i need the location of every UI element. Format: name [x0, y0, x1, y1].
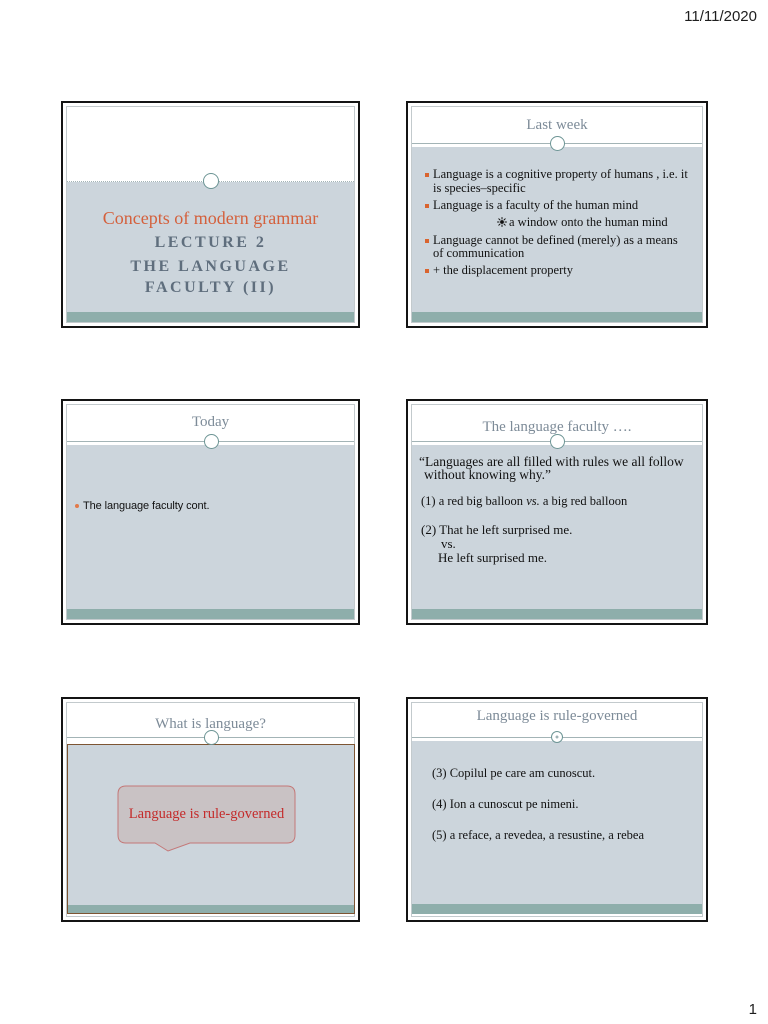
slide-footer-band	[67, 609, 354, 619]
square-bullet-icon	[425, 173, 429, 177]
divider-circle-icon	[204, 434, 219, 449]
subtitle-line: FACULTY (II)	[144, 279, 277, 296]
square-bullet-icon	[425, 269, 429, 273]
slide-6-rule-governed	[406, 697, 708, 922]
example-1-part: (1) a red big balloon	[421, 494, 524, 508]
slide-footer-band	[67, 312, 354, 322]
callout-text: Language is rule-governed	[128, 806, 285, 822]
divider-circle-icon	[550, 136, 565, 151]
quote-line: without knowing why.”	[424, 467, 551, 482]
example-1-italic-part: vs.	[526, 494, 540, 508]
slide-1-title-slide	[61, 101, 360, 328]
subtitle-line: LECTURE 2	[154, 234, 267, 251]
slide-title: Today	[191, 414, 230, 430]
slide-footer-band	[412, 609, 702, 619]
slide-title: Last week	[526, 117, 588, 133]
square-bullet-icon	[425, 204, 429, 208]
bullet-text-continued: is species–specific	[433, 181, 526, 195]
example-2-line: vs.	[441, 536, 456, 551]
divider-circle-icon	[551, 731, 563, 743]
slide-title: Language is rule-governed	[476, 708, 638, 724]
quote-line: “Languages are all filled with rules we all follow	[419, 454, 684, 469]
sun-icon	[497, 217, 507, 227]
slide-content-area	[67, 445, 354, 609]
example-1	[421, 494, 627, 508]
example-line: (4) Ion a cunoscut pe nimeni.	[432, 797, 579, 811]
bullet-text: Language is a cognitive property of humans , i.e. it	[433, 167, 688, 181]
sub-point-text: a window onto the human mind	[509, 215, 668, 229]
bullet-text: The language faculty cont.	[83, 500, 210, 512]
example-2-line: (2) That he left surprised me.	[421, 522, 573, 537]
bullet-text-continued: of communication	[433, 246, 525, 260]
slide-4-language-faculty	[406, 399, 708, 625]
slide-footer-band	[412, 904, 702, 914]
page-number: 1	[748, 1001, 757, 1018]
bullet-text: Language cannot be defined (merely) as a means	[433, 233, 678, 247]
example-line: (5) a reface, a revedea, a resustine, a rebea	[432, 828, 645, 842]
slide-title: What is language?	[155, 716, 266, 732]
slide-footer-band	[68, 905, 354, 913]
square-bullet-icon	[425, 239, 429, 243]
bullet-text: Language is a faculty of the human mind	[433, 198, 639, 212]
example-2-line: He left surprised me.	[438, 550, 548, 565]
subtitle-line: THE LANGUAGE	[130, 258, 291, 275]
slide-2-last-week	[406, 101, 708, 328]
presentation-title: Concepts of modern grammar	[102, 208, 319, 228]
slide-3-today	[61, 399, 360, 625]
slide-5-what-is-language	[61, 697, 360, 922]
slide-footer-band	[412, 312, 702, 322]
slide-title: The language faculty ….	[482, 419, 632, 435]
divider-circle-icon	[203, 173, 219, 189]
example-line: (3) Copilul pe care am cunoscut.	[432, 766, 596, 780]
divider-circle-icon	[550, 434, 565, 449]
example-1-part: a big red balloon	[542, 494, 628, 508]
round-bullet-icon	[75, 504, 79, 508]
page-date: 11/11/2020	[684, 8, 757, 25]
bullet-text: + the displacement property	[433, 263, 573, 277]
